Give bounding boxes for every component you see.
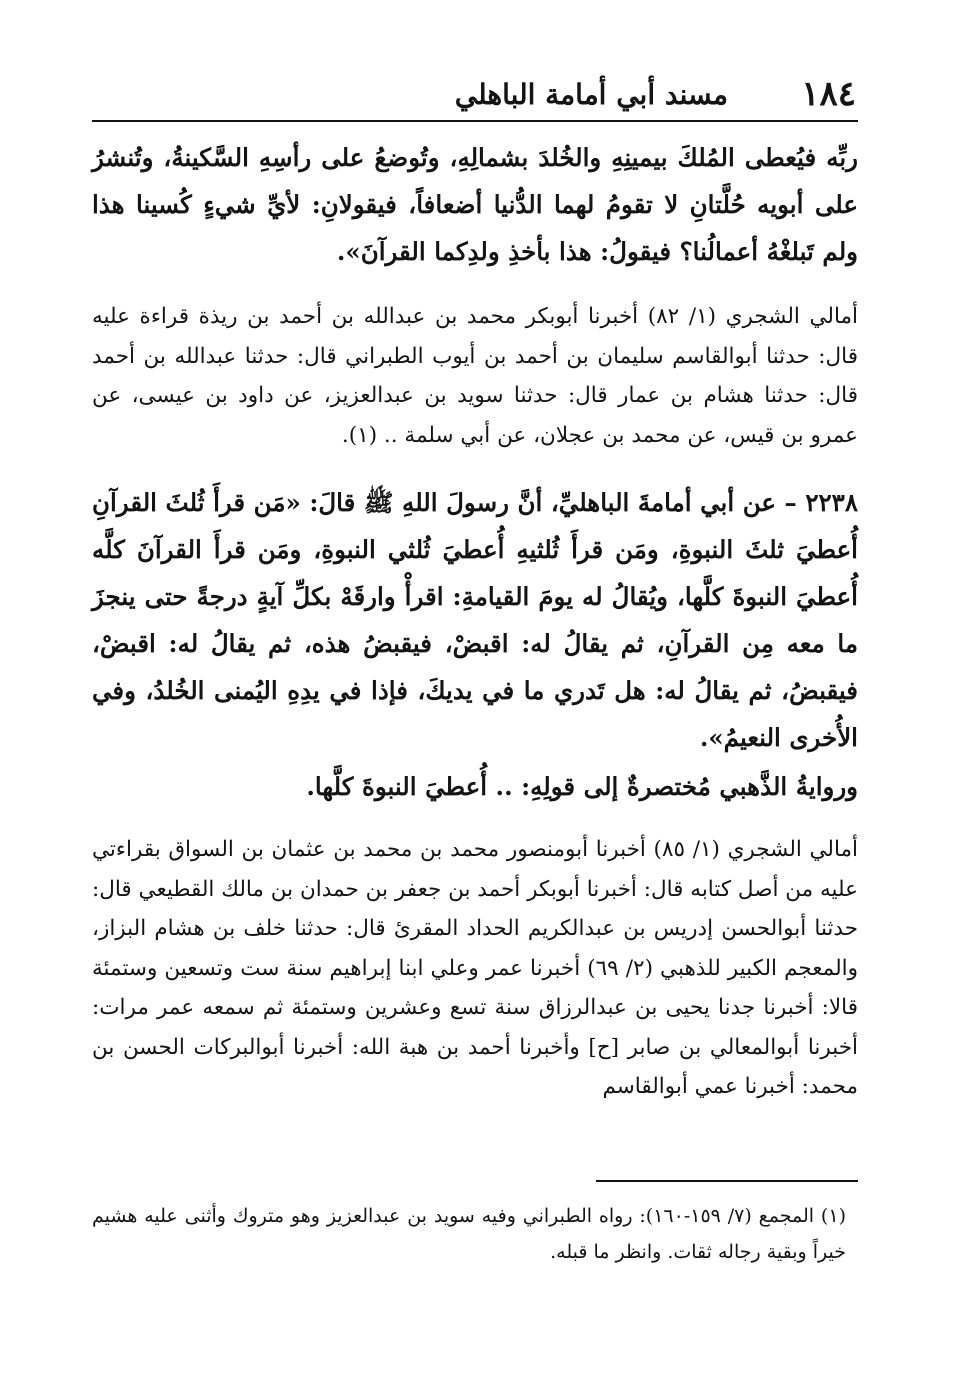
footnote-divider bbox=[596, 1180, 858, 1182]
hadith-ending-paragraph: ربِّه فيُعطى المُلكَ بيمينِهِ والخُلدَ بشمالِهِ، وتُوضعُ على رأسِهِ السَّكينةُ، وتُنشرُ على أبويه حُلَّتانِ لا تقومُ لهما الدُّنيا أضعافاً، فيقولانِ: لأيِّ شيءٍ كُسينا هذا ولم تَبلغْهُ أعمالُنا؟ فيقولُ: هذا بأخذِ ولدِكما القرآنَ». bbox=[92, 143, 858, 266]
footnote-1: (١) المجمع (٧/ ١٥٩-١٦٠): رواه الطبراني وفيه سويد بن عبدالعزيز وهو متروك وأثنى عليه هشيم خيراً وبقية رجاله ثقات. وانظر ما قبله. bbox=[92, 1205, 846, 1263]
isnad-paragraph-shajari-82: أمالي الشجري (١/ ٨٢) أخبرنا أبوبكر محمد بن عبدالله بن أحمد بن ريذة قراءة عليه قال: حدثنا أبوالقاسم سليمان بن أحمد بن أيوب الطبراني قال: حدثنا عبدالله بن أحمد قال: حدثنا هشام بن عمار قال: حدثنا سويد بن عبدالعزيز، عن داود بن عيسى، عن عمرو بن قيس، عن محمد بن عجلان، عن أبي سلمة .. (١). bbox=[92, 304, 859, 448]
main-text bbox=[92, 134, 858, 1107]
page-number: ١٨٤ bbox=[801, 74, 856, 114]
isnad-paragraph-shajari-85: أمالي الشجري (١/ ٨٥) أخبرنا أبومنصور محمد بن محمد بن عثمان بن السواق بقراءتي عليه من أصل كتابه قال: أخبرنا أبوبكر أحمد بن جعفر بن حمدان بن مالك القطيعي قال: حدثنا أبوالحسن إدريس بن عبدالكريم الحداد المقرئ قال: حدثنا خلف بن هشام البزاز، والمعجم الكبير للذهبي (٢/ ٦٩) أخبرنا عمر وعلي ابنا إبراهيم سنة ست وتسعين وستمئة قالا: أخبرنا جدنا يحيى بن عبدالرزاق سنة تسع وعشرين وستمئة ثم سمعه عمر مرات: أخبرنا أبوالمعالي بن صابر [ح] وأخبرنا أحمد بن هبة الله: أخبرنا أبوالبركات الحسن بن محمد: أخبرنا عمي أبوالقاسم bbox=[92, 837, 859, 1099]
hadith-2238-paragraph: ٢٢٣٨ – عن أبي أمامةَ الباهليِّ، أنَّ رسولَ اللهِ ﷺ قالَ: «مَن قرأَ ثُلثَ القرآنِ أُعطيَ ثلثَ النبوةِ، ومَن قرأَ ثُلثيهِ أُعطيَ ثُلثي النبوةِ، ومَن قرأَ القرآنَ كلَّه أُعطيَ النبوةَ كلَّها، ويُقالُ له يومَ القيامةِ: اقرأْ وارقَهْ بكلِّ آيةٍ درجةً حتى ينجزَ ما معه مِن القرآنِ، ثم يقالُ له: اقبضْ، فيقبضُ هذه، ثم يقالُ له: اقبضْ، فيقبضُ، ثم يقالُ له: هل تَدري ما في يديكَ، فإذا في يدِهِ اليُمنى الخُلدُ، وفي الأُخرى النعيمُ». bbox=[92, 488, 858, 752]
page-header bbox=[92, 74, 858, 122]
running-title: مسند أبي أمامة الباهلي bbox=[454, 78, 728, 111]
dhahabi-narration-note: وروايةُ الذَّهبي مُختصرةٌ إلى قولِهِ: .. أُعطيَ النبوةَ كلَّها. bbox=[306, 772, 858, 801]
